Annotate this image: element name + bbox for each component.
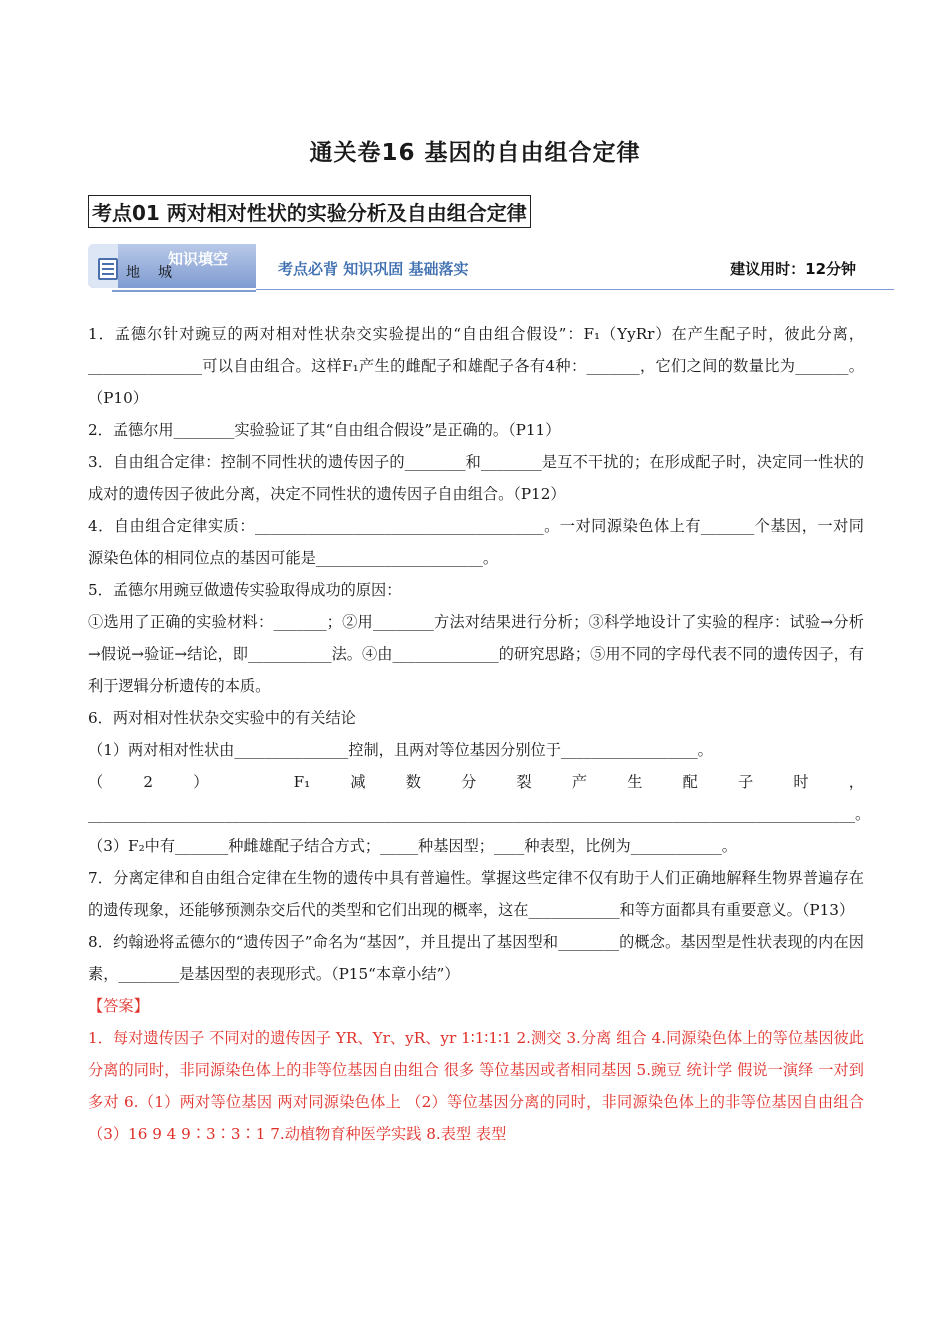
- section-title: 考点01 两对相对性状的实验分析及自由组合定律: [88, 195, 531, 228]
- question-7: 7．分离定律和自由组合定律在生物的遗传中具有普遍性。掌握这些定律不仅有助于人们正确地解释生物界普遍存在的遗传现象，还能够预测杂交后代的类型和它们出现的概率，这在____________和等方面都具有重要意义。（P13）: [88, 869, 864, 919]
- question-6-2: （2） F₁减数分裂产生配子时， _____________________________________________________________________________________________________。: [88, 773, 871, 823]
- question-content: [88, 318, 871, 1150]
- question-3: 3．自由组合定律：控制不同性状的遗传因子的________和________是互不干扰的；在形成配子时，决定同一性状的成对的遗传因子彼此分离，决定不同性状的遗传因子自由组合。（P12）: [88, 453, 864, 503]
- question-2: 2．孟德尔用________实验验证了其“自由组合假设”是正确的。（P11）: [88, 421, 561, 439]
- book-icon: [98, 258, 118, 280]
- question-5-detail: ①选用了正确的实验材料：_______；②用________方法对结果进行分析；③科学地设计了实验的程序：试验→分析→假说→验证→结论，即___________法。④由______________的研究思路；⑤用不同的字母代表不同的遗传因子，有利于逻辑分析遗传的本质。: [88, 613, 864, 695]
- question-6: 6．两对相对性状杂交实验中的有关结论: [88, 709, 356, 727]
- banner-slogan: 考点必背 知识巩固 基础落实: [278, 260, 469, 278]
- question-8: 8．约翰逊将孟德尔的“遗传因子”命名为“基因”，并且提出了基因型和________的概念。基因型是性状表现的内在因素，________是基因型的表现形式。（P15“本章小结”）: [88, 933, 864, 983]
- banner-rule: [256, 289, 894, 290]
- banner-tag-label: 知识填空: [168, 250, 229, 268]
- question-6-3: （3）F₂中有_______种雌雄配子结合方式；_____种基因型；____种表型，比例为____________。: [88, 837, 737, 855]
- page-title: 通关卷16 基因的自由组合定律: [309, 140, 641, 166]
- answer-label: 【答案】: [88, 997, 149, 1015]
- banner-rule-accent: [112, 290, 256, 292]
- answer-text: 1．每对遗传因子 不同对的遗传因子 YR、Yr、yR、yr 1∶1∶1∶1 2.测交 3.分离 组合 4.同源染色体上的等位基因彼此分离的同时，非同源染色体上的非等位基因自由组合 很多 等位基因或者相同基因 5.豌豆 统计学 假说一演绎 一对到多对 6.（1）两对等位基因 两对同源染色体上 （2）等位基因分离的同时，非同源染色体上的非等位基因自由组合 （3）16 9 4 9∶3∶3∶1 7.动植物育种医学实践 8.表型 表型: [88, 1029, 864, 1143]
- question-6-1: （1）两对相对性状由_______________控制，且两对等位基因分别位于__________________。: [88, 741, 713, 759]
- question-4: 4．自由组合定律实质：______________________________________。一对同源染色体上有_______个基因，一对同源染色体的相同位点的基因可能是______________________。: [88, 517, 864, 567]
- question-5: 5．孟德尔用豌豆做遗传实验取得成功的原因：: [88, 581, 402, 599]
- knowledge-banner: [88, 244, 894, 292]
- suggested-time: 建议用时：12分钟: [730, 260, 856, 278]
- banner-tag-sub: 地城: [126, 265, 190, 281]
- question-1: 1．孟德尔针对豌豆的两对相对性状杂交实验提出的“自由组合假设”：F₁（YyRr）在产生配子时，彼此分离，_______________可以自由组合。这样F₁产生的雌配子和雄配子各有4种：_______，它们之间的数量比为_______。（P10）: [88, 325, 864, 407]
